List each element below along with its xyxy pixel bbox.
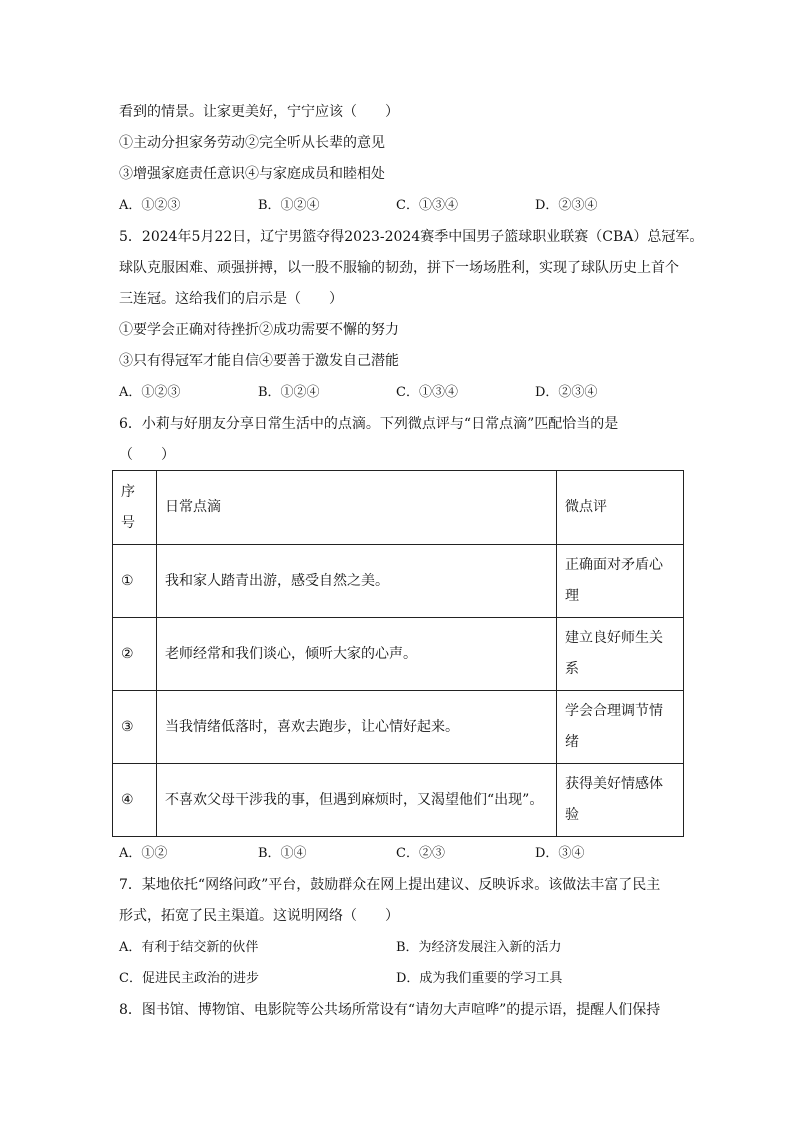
q6-option-d: D．③④ <box>535 846 585 861</box>
row-comment: 建立良好师生关系 <box>557 618 684 691</box>
header-index: 序号 <box>113 471 157 545</box>
row-moment: 我和家人踏青出游，感受自然之美。 <box>157 545 557 618</box>
table-header-row <box>113 471 684 545</box>
q5-option-b: B．①②④ <box>258 385 320 400</box>
q6-stem-line-2: （ ） <box>119 447 175 463</box>
q5-option-d: D．②③④ <box>535 385 598 400</box>
q4-option-c: C．①③④ <box>396 198 458 213</box>
q6-stem-line-1: 6．小莉与好朋友分享日常生活中的点滴。下列微点评与“日常点滴”匹配恰当的是 <box>119 416 619 432</box>
header-daily-moments: 日常点滴 <box>157 471 557 545</box>
q5-stem-line-3: 三连冠。这给我们的启示是（ ） <box>119 291 343 307</box>
q7-option-b: B．为经济发展注入新的活力 <box>396 940 562 955</box>
q8-stem-line-1: 8．图书馆、博物馆、电影院等公共场所常设有“请勿大声喧哗”的提示语，提醒人们保持 <box>119 1002 661 1018</box>
q6-option-b: B．①④ <box>258 846 307 861</box>
row-comment: 学会合理调节情绪 <box>557 691 684 764</box>
header-comment: 微点评 <box>557 471 684 545</box>
q6-table <box>112 470 684 837</box>
row-moment: 当我情绪低落时，喜欢去跑步，让心情好起来。 <box>157 691 557 764</box>
row-index: ③ <box>113 691 157 764</box>
q4-choice-line-2: ③增强家庭责任意识④与家庭成员和睦相处 <box>119 166 385 182</box>
q7-option-d: D．成为我们重要的学习工具 <box>396 971 563 986</box>
q6-option-c: C．②③ <box>396 846 445 861</box>
q6-option-a: A．①② <box>119 846 168 861</box>
q5-choice-line-1: ①要学会正确对待挫折②成功需要不懈的努力 <box>119 322 399 338</box>
q5-choice-line-2: ③只有得冠军才能自信④要善于激发自己潜能 <box>119 353 399 369</box>
table-row <box>113 618 684 691</box>
row-moment: 不喜欢父母干涉我的事，但遇到麻烦时，又渴望他们“出现”。 <box>157 764 557 837</box>
q4-stem-tail: 看到的情景。让家更美好，宁宁应该（ ） <box>119 104 399 120</box>
q5-stem-line-1: 5．2024年5月22日，辽宁男篮夺得2023-2024赛季中国男子篮球职业联赛（CBA）总冠军。 <box>119 229 704 245</box>
q4-option-a: A．①②③ <box>119 198 181 213</box>
q5-stem-line-2: 球队克服困难、顽强拼搏，以一股不服输的韧劲，拼下一场场胜利，实现了球队历史上首个 <box>119 260 679 276</box>
table-row <box>113 691 684 764</box>
row-index: ① <box>113 545 157 618</box>
q7-stem-line-2: 形式，拓宽了民主渠道。这说明网络（ ） <box>119 908 399 924</box>
q5-option-c: C．①③④ <box>396 385 458 400</box>
q5-option-a: A．①②③ <box>119 385 181 400</box>
q7-option-a: A．有利于结交新的伙伴 <box>119 940 259 955</box>
table-row <box>113 545 684 618</box>
q7-option-c: C．促进民主政治的进步 <box>119 971 259 986</box>
row-comment: 获得美好情感体验 <box>557 764 684 837</box>
q4-option-d: D．②③④ <box>535 198 598 213</box>
q4-choice-line-1: ①主动分担家务劳动②完全听从长辈的意见 <box>119 135 385 151</box>
row-moment: 老师经常和我们谈心，倾听大家的心声。 <box>157 618 557 691</box>
q4-option-b: B．①②④ <box>258 198 320 213</box>
row-index: ④ <box>113 764 157 837</box>
q7-stem-line-1: 7．某地依托“网络问政”平台，鼓励群众在网上提出建议、反映诉求。该做法丰富了民主 <box>119 877 661 893</box>
row-index: ② <box>113 618 157 691</box>
table-row <box>113 764 684 837</box>
row-comment: 正确面对矛盾心理 <box>557 545 684 618</box>
